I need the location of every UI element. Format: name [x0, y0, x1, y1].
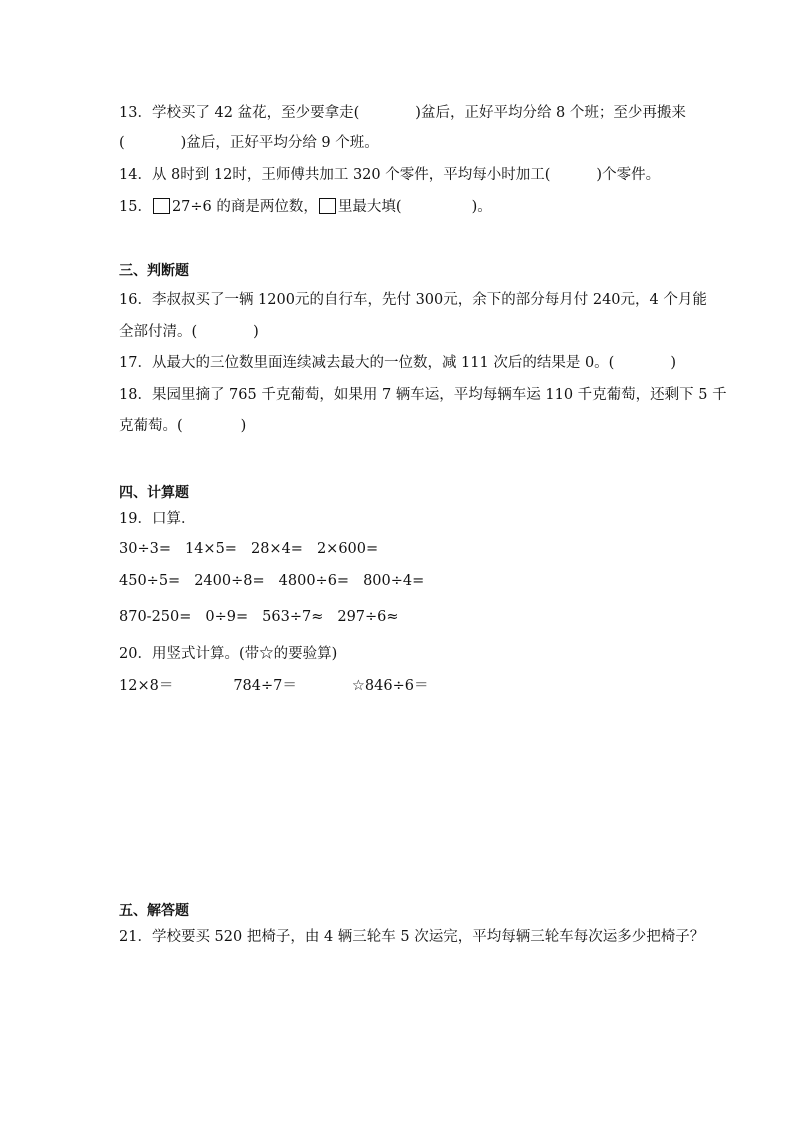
- math-item: 28×4=: [250, 541, 303, 557]
- q18-text-a: 克葡萄。(: [119, 418, 183, 434]
- question-13-line-1: [119, 104, 686, 122]
- section-4-heading: 四、计算题: [119, 485, 189, 501]
- math-item: 2400÷8=: [194, 573, 265, 589]
- q15-text-a: 15．: [119, 199, 152, 215]
- question-16-line-2: [119, 323, 259, 341]
- question-18-line-1: 18．果园里摘了 765 千克葡萄，如果用 7 辆车运，平均每辆车运 110 千克葡萄，还剩下 5 千: [119, 387, 727, 403]
- q16-text-a: 全部付清。(: [119, 324, 198, 340]
- mental-math-row-1: [119, 540, 378, 558]
- question-18-line-2: [119, 417, 246, 435]
- q17-text-b: ): [670, 355, 677, 371]
- q15-text-c: 里最大填(: [337, 199, 402, 215]
- q16-text-b: ): [253, 324, 259, 340]
- math-item: 30÷3=: [119, 541, 171, 557]
- question-16-line-1: 16．李叔叔买了一辆 1200元的自行车，先付 300元，余下的部分每月付 240元，4 个月能: [119, 292, 707, 308]
- q13-text-c: (: [119, 135, 125, 151]
- math-item: 450÷5=: [119, 573, 181, 589]
- question-13-line-2: [119, 134, 379, 152]
- math-item: 870-250=: [119, 609, 192, 625]
- section-3-heading: 三、判断题: [119, 263, 189, 279]
- question-20-title: 20．用竖式计算。(带☆的要验算): [119, 646, 338, 662]
- math-item: 4800÷6=: [278, 573, 350, 589]
- q15-text-b: 27÷6 的商是两位数，: [171, 199, 318, 215]
- mental-math-row-2: [119, 572, 424, 590]
- math-item: 297÷6≈: [337, 609, 399, 625]
- q17-text-a: 17．从最大的三位数里面连续减去最大的一位数，减 111 次后的结果是 0。(: [119, 355, 615, 371]
- math-item: 800÷4=: [363, 573, 425, 589]
- question-21: 21．学校要买 520 把椅子，由 4 辆三轮车 5 次运完，平均每辆三轮车每次运多少把椅子？: [119, 929, 705, 945]
- math-item: 563÷7≈: [262, 609, 324, 625]
- mental-math-row-3: [119, 608, 399, 626]
- question-14: [119, 166, 660, 184]
- calc-item: 784÷7＝: [233, 678, 297, 694]
- calc-item: ☆846÷6＝: [351, 678, 429, 694]
- math-item: 0÷9=: [205, 609, 249, 625]
- q14-text-b: )个零件。: [596, 167, 661, 183]
- q13-text-a: 13．学校买了 42 盆花，至少要拿走(: [119, 105, 360, 121]
- q15-text-d: )。: [471, 199, 492, 215]
- blank-box[interactable]: [319, 198, 336, 214]
- question-15: [119, 198, 492, 216]
- question-17: [119, 354, 676, 372]
- question-19-title: 19．口算．: [119, 511, 196, 527]
- math-item: 14×5=: [184, 541, 237, 557]
- section-5-heading: 五、解答题: [119, 903, 189, 919]
- q13-text-b: )盆后，正好平均分给 8 个班；至少再搬来: [415, 105, 686, 121]
- vertical-calc-row: [119, 677, 428, 695]
- blank-box[interactable]: [153, 198, 170, 214]
- q18-text-b: ): [240, 418, 247, 434]
- calc-item: 12×8＝: [119, 678, 174, 694]
- q13-text-d: )盆后，正好平均分给 9 个班。: [180, 135, 379, 151]
- math-item: 2×600=: [316, 541, 379, 557]
- q14-text-a: 14．从 8时到 12时，王师傅共加工 320 个零件，平均每小时加工(: [119, 167, 551, 183]
